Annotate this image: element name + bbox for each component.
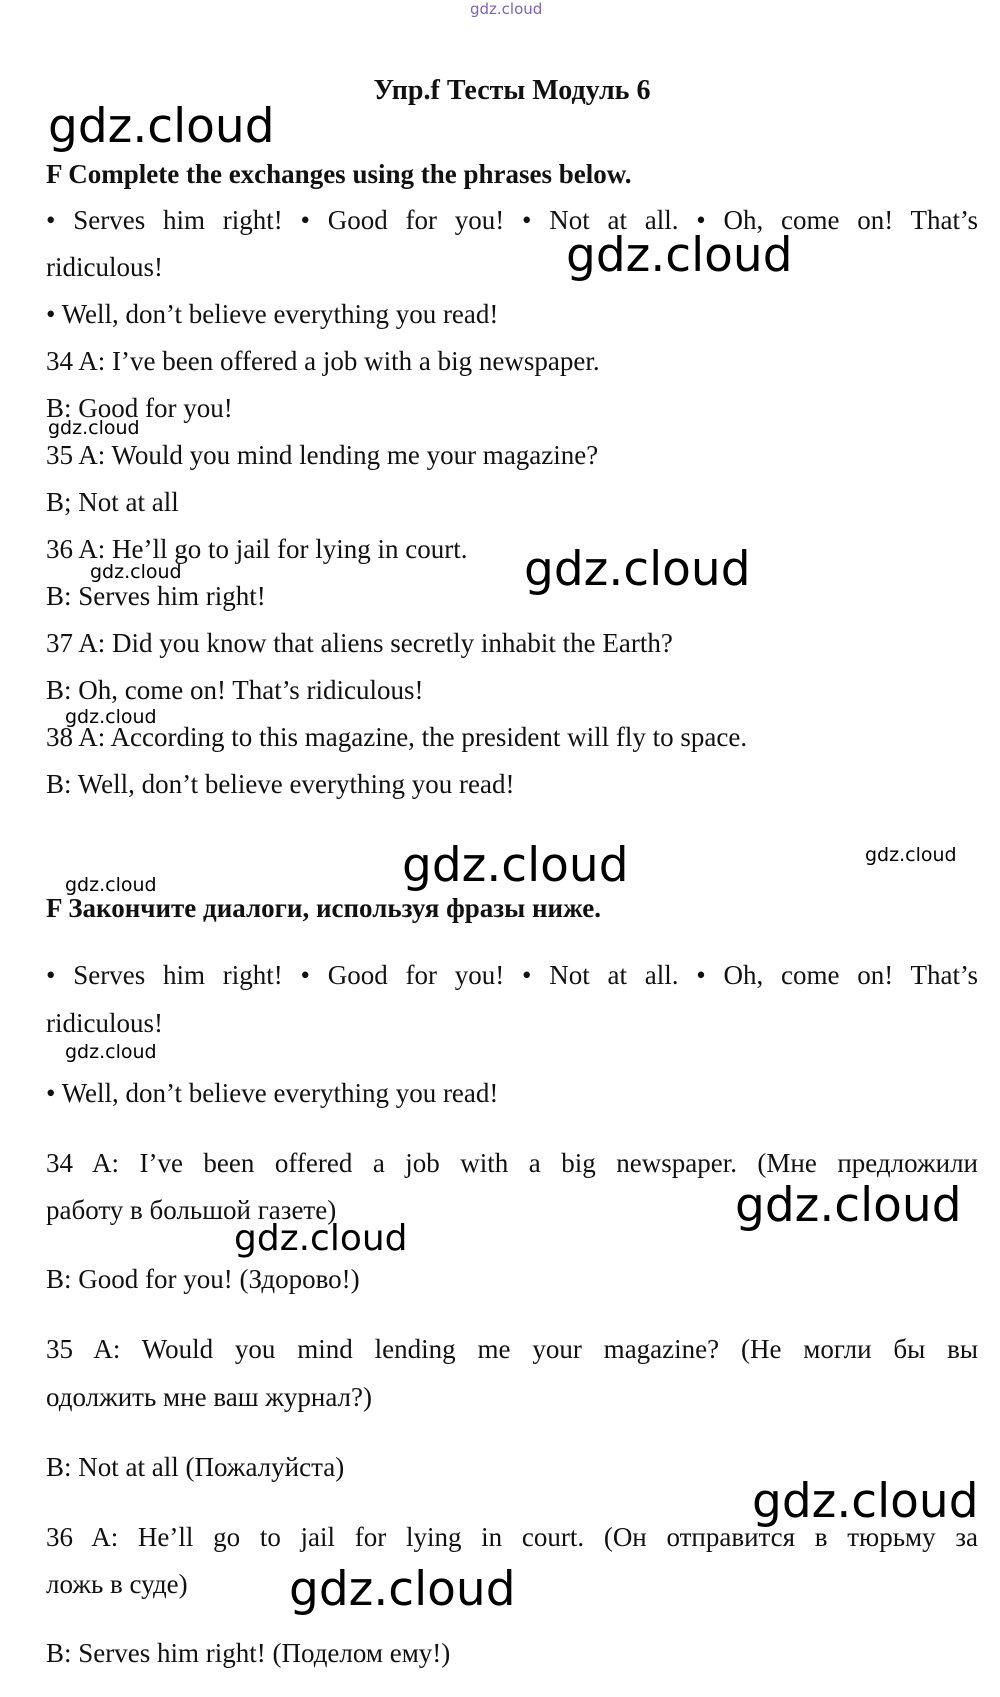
exchange-question: 34 A: I’ve been offered a job with a big newspaper. xyxy=(46,346,600,376)
watermark: gdz.cloud xyxy=(524,542,751,597)
exchange-answer: B: Serves him right! xyxy=(46,581,266,611)
watermark: gdz.cloud xyxy=(48,99,275,154)
watermark: gdz.cloud xyxy=(65,874,157,896)
exchange-question: одолжить мне ваш журнал?) xyxy=(46,1382,373,1412)
watermark: gdz.cloud xyxy=(65,706,157,728)
watermark: gdz.cloud xyxy=(65,1041,157,1063)
section-heading-english: F Complete the exchanges using the phrases below. xyxy=(46,159,632,189)
watermark: gdz.cloud xyxy=(402,838,629,893)
phrases-line: ridiculous! xyxy=(46,1008,163,1038)
watermark: gdz.cloud xyxy=(752,1474,979,1529)
exchange-answer: B: Good for you! xyxy=(46,393,233,423)
exchange-question: 34 A: I’ve been offered a job with a big newspaper. (Мне предложили xyxy=(46,1148,978,1178)
phrases-line: • Serves him right! • Good for you! • Not at all. • Oh, come on! That’s xyxy=(46,205,978,235)
watermark: gdz.cloud xyxy=(90,561,182,583)
watermark: gdz.cloud xyxy=(566,228,793,283)
exchange-question: 36 A: He’ll go to jail for lying in court. xyxy=(46,534,468,564)
phrases-line: • Well, don’t believe everything you read! xyxy=(46,299,499,329)
watermark: gdz.cloud xyxy=(48,417,140,439)
exchange-question: 35 A: Would you mind lending me your magazine? (Не могли бы вы xyxy=(46,1334,978,1364)
phrases-line: • Serves him right! • Good for you! • Not at all. • Oh, come on! That’s xyxy=(46,960,978,990)
watermark: gdz.cloud xyxy=(735,1178,962,1233)
exchange-question: 37 A: Did you know that aliens secretly inhabit the Earth? xyxy=(46,628,673,658)
exchange-answer: B: Well, don’t believe everything you read! xyxy=(46,769,515,799)
exchange-question: 38 A: According to this magazine, the president will fly to space. xyxy=(46,722,748,752)
watermark: gdz.cloud xyxy=(289,1562,516,1617)
exchange-question: работу в большой газете) xyxy=(46,1195,337,1225)
phrases-line: ridiculous! xyxy=(46,252,163,282)
exchange-question: ложь в суде) xyxy=(46,1569,188,1599)
page-title: Упр.f Тесты Модуль 6 xyxy=(373,75,651,106)
exchange-question: 35 A: Would you mind lending me your magazine? xyxy=(46,440,599,470)
exchange-answer: B: Oh, come on! That’s ridiculous! xyxy=(46,675,424,705)
watermark: gdz.cloud xyxy=(234,1218,408,1259)
phrases-line: • Well, don’t believe everything you read! xyxy=(46,1078,499,1108)
exchange-answer: B: Serves him right! (Поделом ему!) xyxy=(46,1638,451,1668)
exchange-question: 36 A: He’ll go to jail for lying in court. (Он отправится в тюрьму за xyxy=(46,1522,978,1552)
exchange-answer: B; Not at all xyxy=(46,487,179,517)
exchange-answer: B: Not at all (Пожалуйста) xyxy=(46,1452,345,1482)
section-heading-russian: F Закончите диалоги, используя фразы ниже. xyxy=(46,893,602,923)
exchange-answer: B: Good for you! (Здорово!) xyxy=(46,1264,360,1294)
watermark: gdz.cloud xyxy=(865,844,957,866)
watermark-top: gdz.cloud xyxy=(470,0,543,18)
